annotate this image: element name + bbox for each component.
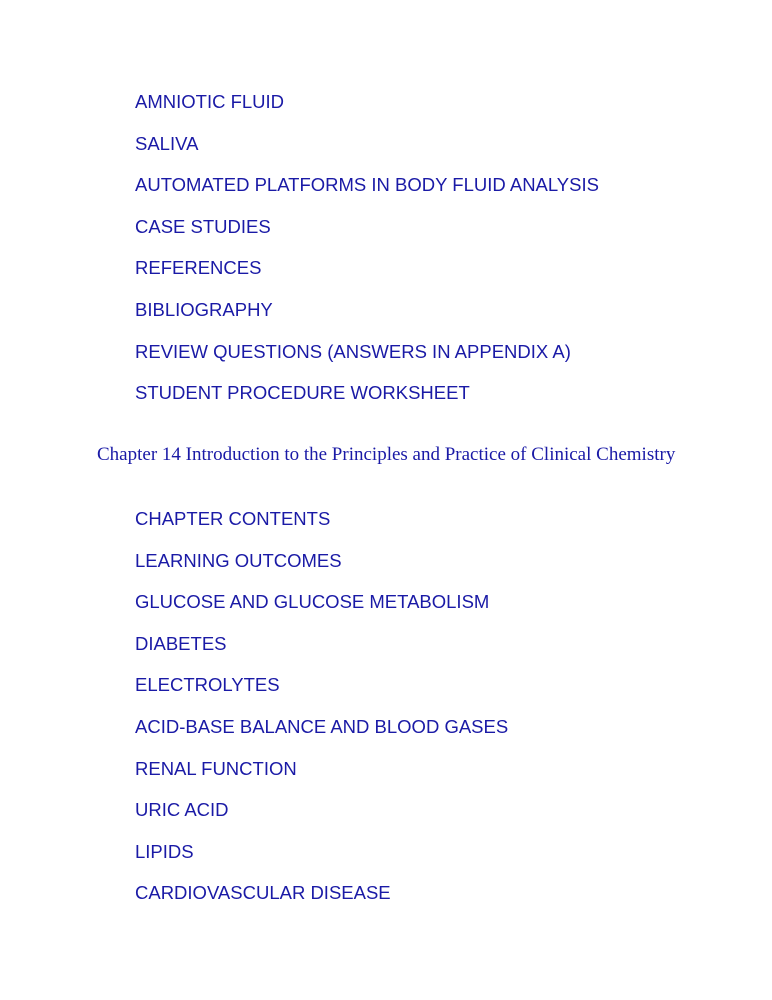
toc-entry (135, 298, 599, 343)
toc-link-case-studies[interactable]: CASE STUDIES (135, 215, 271, 237)
toc-entry (135, 715, 509, 760)
toc-entry (135, 840, 508, 885)
toc-link-lipids[interactable]: LIPIDS (135, 840, 194, 862)
toc-link-chapter-contents[interactable]: CHAPTER CONTENTS (135, 508, 331, 529)
toc-entry (135, 93, 599, 135)
toc-link-student-procedure-worksheet[interactable]: STUDENT PROCEDURE WORKSHEET (135, 382, 470, 404)
toc-entry (135, 757, 508, 802)
chapter-14-section-list (135, 510, 508, 926)
toc-link-bibliography[interactable]: BIBLIOGRAPHY (135, 298, 273, 320)
toc-entry (135, 215, 599, 260)
toc-link-cardiovascular-disease[interactable]: CARDIOVASCULAR DISEASE (135, 882, 391, 904)
toc-entry (135, 632, 508, 677)
toc-entry (135, 593, 508, 635)
toc-link-learning-outcomes[interactable]: LEARNING OUTCOMES (135, 549, 342, 571)
toc-entry (135, 676, 508, 718)
toc-link-diabetes[interactable]: DIABETES (135, 632, 227, 654)
toc-entry (135, 176, 599, 218)
toc-entry (135, 510, 508, 552)
toc-link-amniotic-fluid[interactable]: AMNIOTIC FLUID (135, 91, 285, 112)
toc-link-saliva[interactable]: SALIVA (135, 132, 199, 154)
previous-chapter-section-list (135, 93, 599, 426)
toc-link-review-questions[interactable]: REVIEW QUESTIONS (ANSWERS IN APPENDIX A) (135, 340, 571, 362)
toc-entry (135, 340, 599, 385)
toc-entry (135, 132, 599, 177)
toc-entry (135, 384, 599, 426)
toc-link-uric-acid[interactable]: URIC ACID (135, 799, 229, 821)
chapter-14-heading[interactable]: Chapter 14 Introduction to the Principles and Practice of Clinical Chemistry (97, 444, 676, 465)
toc-link-references[interactable]: REFERENCES (135, 257, 262, 279)
toc-entry (135, 549, 508, 594)
toc-entry (135, 884, 508, 926)
toc-link-acid-base-balance[interactable]: ACID-BASE BALANCE AND BLOOD GASES (135, 715, 509, 737)
toc-entry (135, 259, 599, 301)
toc-entry (135, 801, 508, 843)
toc-link-renal-function[interactable]: RENAL FUNCTION (135, 757, 297, 779)
toc-link-glucose-metabolism[interactable]: GLUCOSE AND GLUCOSE METABOLISM (135, 591, 490, 613)
toc-link-electrolytes[interactable]: ELECTROLYTES (135, 674, 280, 696)
toc-link-automated-platforms[interactable]: AUTOMATED PLATFORMS IN BODY FLUID ANALYSIS (135, 174, 599, 196)
